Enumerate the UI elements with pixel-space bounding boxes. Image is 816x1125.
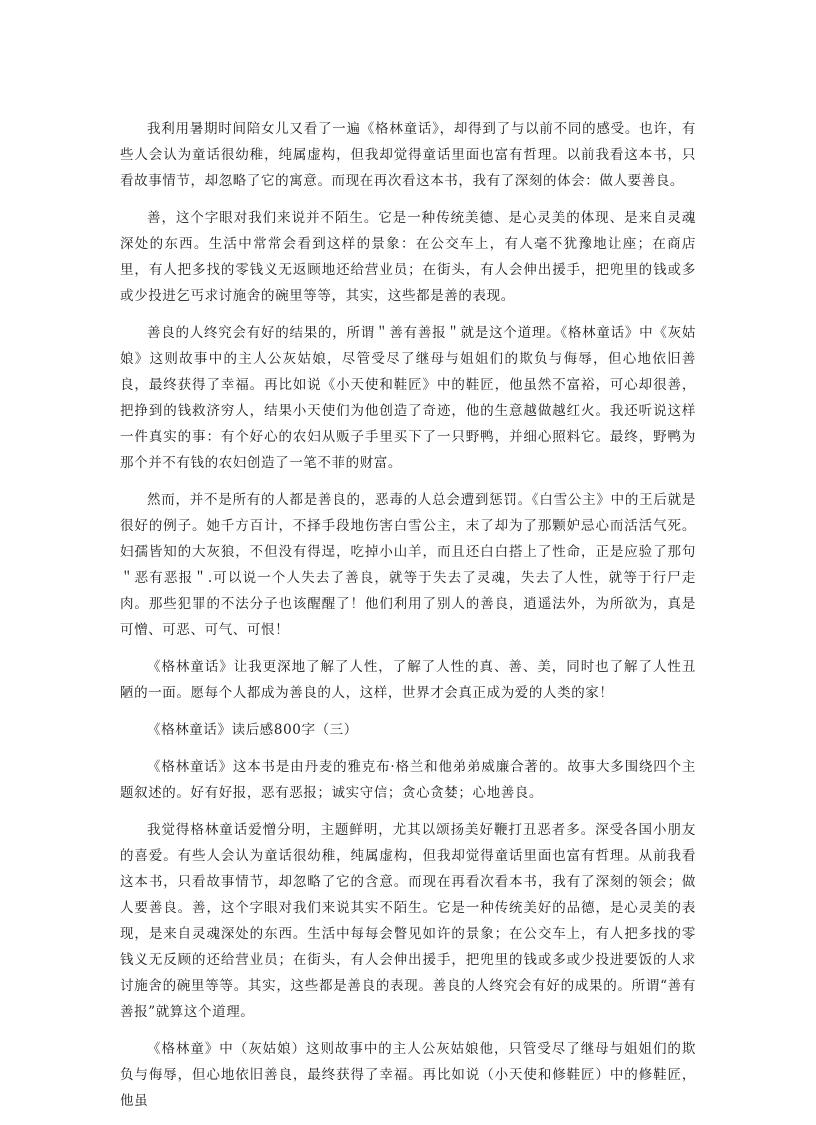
paragraph-5: 《格林童话》让我更深地了解了人性，了解了人性的真、善、美，同时也了解了人性丑陋的一面。愿每个人都成为善良的人，这样，世界才会真正成为爱的人类的家！ bbox=[120, 659, 696, 701]
section-heading: 《格林童话》读后感800字（三） bbox=[147, 722, 358, 738]
paragraph-2: 善，这个字眼对我们来说并不陌生。它是一种传统美德、是心灵美的体现、是来自灵魂深处的东西。生活中常常会看到这样的景象：在公交车上，有人毫不犹豫地让座；在商店里，有人把多找的零钱义无返顾地还给营业员；在街头，有人会伸出援手，把兜里的钱或多或少投进乞丐求讨施舍的碗里等等，其实，这些都是善的表现。 bbox=[120, 210, 696, 304]
paragraph-1: 我利用暑期时间陪女儿又看了一遍《格林童话》，却得到了与以前不同的感受。也许，有些人会认为童话很幼稚，纯属虚构，但我却觉得童话里面也富有哲理。以前我看这本书，只看故事情节，却忽略了它的寓意。而现在再次看这本书，我有了深刻的体会：做人要善良。 bbox=[120, 121, 696, 189]
paragraph-8: 《格林童》中（灰姑娘）这则故事中的主人公灰姑娘他，只管受尽了继母与姐姐们的欺负与侮辱，但心地依旧善良，最终获得了幸福。再比如说（小天使和修鞋匠）中的修鞋匠，他虽 bbox=[120, 1041, 696, 1109]
paragraph-4: 然而，并不是所有的人都是善良的，恶毒的人总会遭到惩罚。《白雪公主》中的王后就是很好的例子。她千方百计，不择手段地伤害白雪公主，末了却为了那颗妒忌心而活活气死。妇孺皆知的大灰狼，不但没有得逞，吃掉小山羊，而且还白白搭上了性命，正是应验了那句＂恶有恶报＂.可以说一个人失去了善良，就等于失去了灵魂，失去了人性，就等于行尸走肉。那些犯罪的不法分子也该醒醒了！他们利用了别人的善良，逍遥法外，为所欲为，真是可憎、可恶、可气、可恨！ bbox=[120, 492, 696, 638]
document-page bbox=[120, 116, 696, 1125]
paragraph-7: 我觉得格林童话爱憎分明，主题鲜明，尤其以颂扬美好鞭打丑恶者多。深受各国小朋友的喜爱。有些人会认为童话很幼稚，纯属虚构，但我却觉得童话里面也富有哲理。从前我看这本书，只看故事情节，却忽略了它的含意。而现在再看次看本书，我有了深刻的领会；做人要善良。善，这个字眼对我们来说其实不陌生。它是一种传统美好的品德，是心灵美的表现，是来自灵魂深处的东西。生活中每每会瞥见如许的景象；在公交车上，有人把多找的零钱义无反顾的还给营业员；在街头，有人会伸出援手，把兜里的钱或多或少投进要饭的人求讨施舍的碗里等等。其实，这些都是善良的表现。善良的人终究会有好的成果的。所谓“善有善报”就算这个道理。 bbox=[120, 822, 696, 1020]
paragraph-6: 《格林童话》这本书是由丹麦的雅克布·格兰和他弟弟威廉合著的。故事大多围绕四个主题叙述的。好有好报，恶有恶报；诚实守信；贪心贪婪；心地善良。 bbox=[120, 759, 696, 801]
paragraph-3: 善良的人终究会有好的结果的，所谓＂善有善报＂就是这个道理。《格林童话》中《灰姑娘》这则故事中的主人公灰姑娘，尽管受尽了继母与姐姐们的欺负与侮辱，但心地依旧善良，最终获得了幸福。再比如说《小天使和鞋匠》中的鞋匠，他虽然不富裕，可心却很善，把挣到的钱救济穷人，结果小天使们为他创造了奇迹，他的生意越做越红火。我还听说这样一件真实的事：有个好心的农妇从贩子手里买下了一只野鸭，并细心照料它。最终，野鸭为那个并不有钱的农妇创造了一笔不菲的财富。 bbox=[120, 325, 696, 471]
